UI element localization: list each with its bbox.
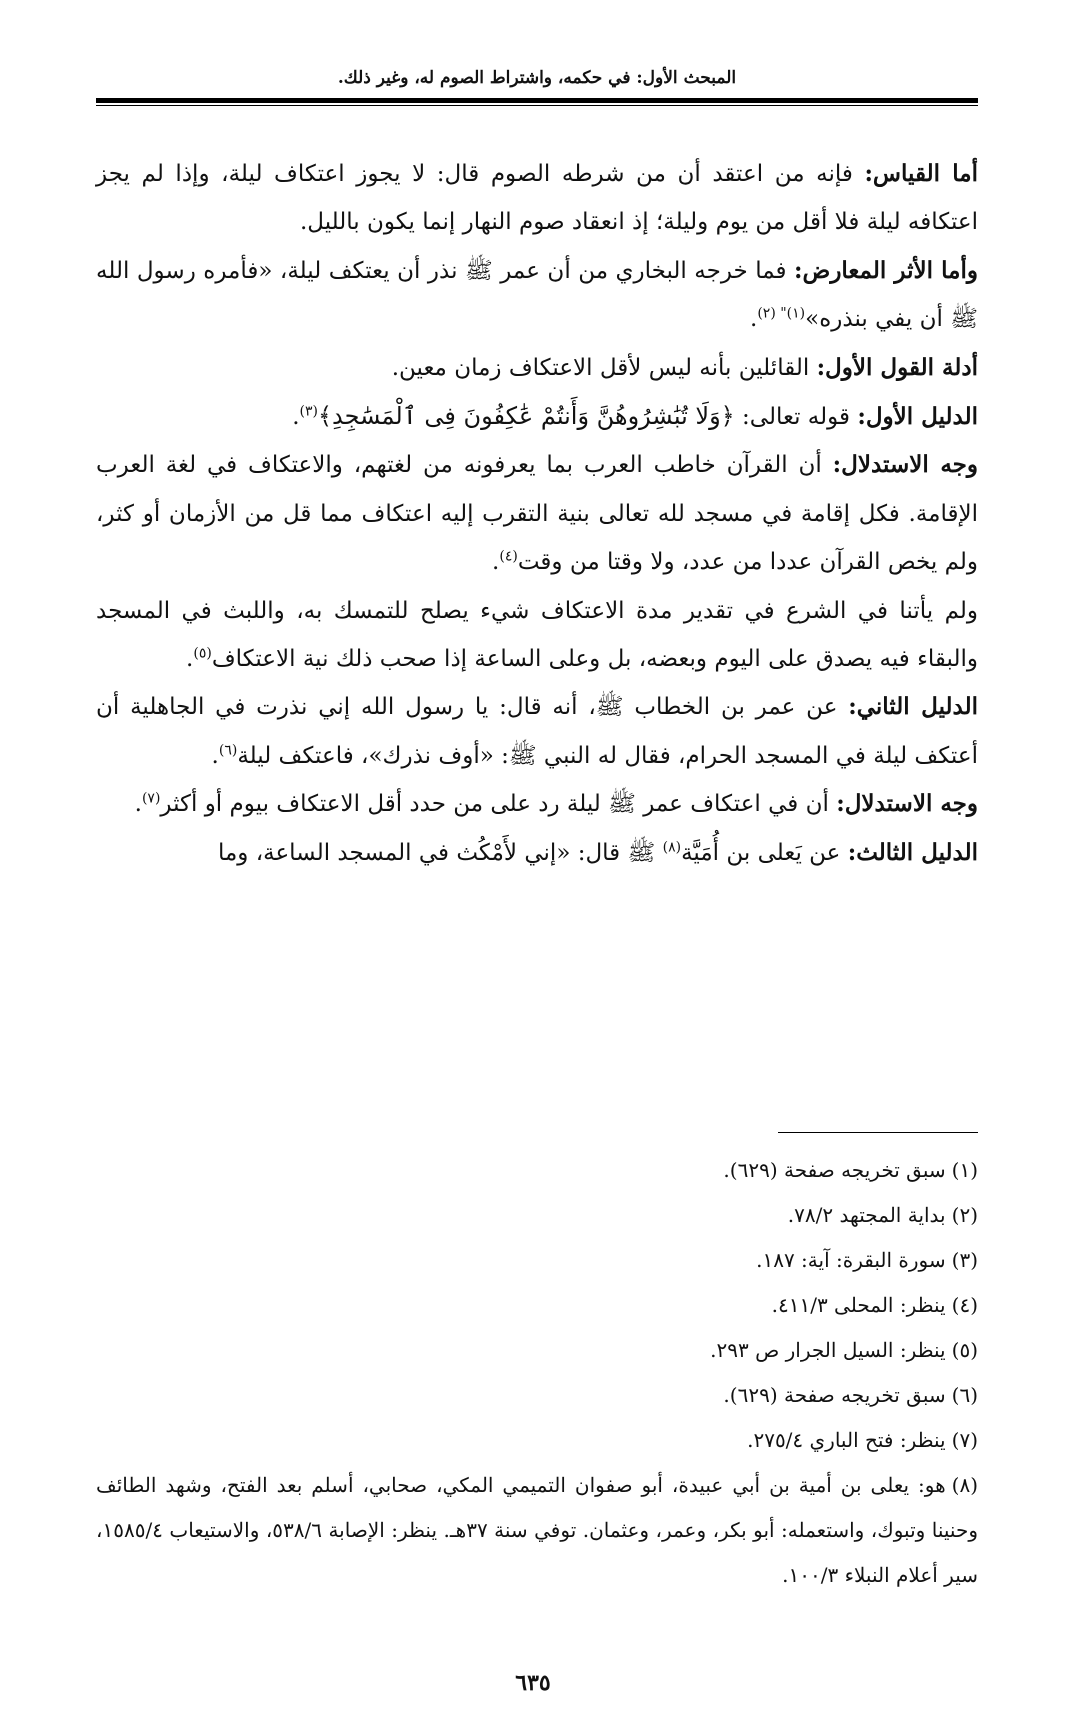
paragraph-second-evidence xyxy=(96,683,978,780)
main-text xyxy=(96,150,978,877)
footnote-ref[interactable]: (٨) xyxy=(662,839,682,856)
paragraph-qiyas xyxy=(96,150,978,247)
paragraph-end: . xyxy=(134,791,142,818)
paragraph-label: الدليل الثالث: xyxy=(847,838,978,866)
footnote-text: ينظر: السيل الجرار ص ٢٩٣. xyxy=(710,1338,946,1362)
paragraph-end: . xyxy=(211,742,219,769)
paragraph-text: فما خرجه البخاري من أن عمر ﷺ نذر أن يعتكف ليلة، «فأمره رسول الله ﷺ أن يفي بنذره» xyxy=(96,257,978,333)
paragraph-label: الدليل الثاني: xyxy=(848,693,978,721)
paragraph-end: . xyxy=(492,549,500,576)
paragraph-label: أدلة القول الأول: xyxy=(816,353,978,381)
footnote-text: ينظر: المحلى ٤١١/٣. xyxy=(771,1293,946,1317)
footnote-text: سورة البقرة: آية: ١٨٧. xyxy=(756,1248,946,1272)
footnote-text: سبق تخريجه صفحة (٦٢٩). xyxy=(723,1383,946,1407)
footnote-ref[interactable]: (٣) xyxy=(299,403,318,420)
footnote-item xyxy=(96,1373,978,1418)
paragraph-end: ﷺ قال: «إني لأَمْكُث في المسجد الساعة، وما xyxy=(217,839,663,866)
footnote-ref[interactable]: (١)" (٢) xyxy=(757,305,806,322)
footnote-text: ينظر: فتح الباري ٢٧٥/٤. xyxy=(747,1428,946,1452)
paragraph-label: وجه الاستدلال: xyxy=(832,451,978,479)
footnote-item xyxy=(96,1418,978,1463)
footnote-ref[interactable]: (٧) xyxy=(141,790,161,807)
paragraph-inference-2 xyxy=(96,780,978,828)
paragraph-inference-1 xyxy=(96,441,978,586)
footnote-number: (٥) xyxy=(951,1338,978,1362)
footnotes xyxy=(96,1148,978,1598)
paragraph-label: الدليل الأول: xyxy=(857,403,978,431)
paragraph-end: . xyxy=(292,404,300,431)
paragraph-text: عن عمر بن الخطاب ﷺ، أنه قال: يا رسول الله إني نذرت في الجاهلية أن أعتكف ليلة في المسجد الحرام، فقال له النبي ﷺ: «أوف نذرك»، فاعتكف ليلة xyxy=(96,694,978,769)
footnote-item xyxy=(96,1193,978,1238)
footnote-item xyxy=(96,1148,978,1193)
footnote-number: (٧) xyxy=(951,1428,978,1452)
footnote-number: (٤) xyxy=(951,1293,978,1317)
running-header: المبحث الأول: في حكمه، واشتراط الصوم له، وغير ذلك. xyxy=(337,68,737,88)
footnote-ref[interactable]: (٥) xyxy=(193,645,212,662)
paragraph-end: . xyxy=(186,646,194,673)
paragraph-label: وأما الأثر المعارض: xyxy=(794,256,979,284)
paragraph-first-evidence xyxy=(96,392,978,441)
paragraph-text: ولم يأتنا في الشرع في تقدير مدة الاعتكاف شيء يصلح للتمسك به، واللبث في المسجد والبقاء فيه يصدق على اليوم وبعضه، بل وعلى الساعة إذا صحب ذلك نية الاعتكاف xyxy=(96,597,978,673)
paragraph-text: أن في اعتكاف عمر ﷺ ليلة رد على من حدد أقل الاعتكاف بيوم أو أكثر xyxy=(160,791,837,818)
paragraph-text: عن يَعلى بن أُمَيَّة xyxy=(681,839,848,866)
footnote-item xyxy=(96,1238,978,1283)
paragraph-text: أن القرآن خاطب العرب بما يعرفونه من لغتهم، والاعتكاف في لغة العرب الإقامة. فكل إقامة في مسجد لله تعالى بنية التقرب إليه اعتكاف مما قل من الأزمان أو كثر، ولم يخص القرآن عددا من عدد، ولا وقتا من وقت xyxy=(96,452,978,576)
footnote-ref[interactable]: (٤) xyxy=(499,548,518,565)
paragraph-first-opinion-evidence xyxy=(96,344,978,392)
footnote-text: سبق تخريجه صفحة (٦٢٩). xyxy=(723,1158,946,1182)
footnote-number: (١) xyxy=(951,1158,978,1182)
footnote-item xyxy=(96,1283,978,1328)
footnote-number: (٢) xyxy=(951,1203,978,1227)
footnote-number: (٣) xyxy=(951,1248,978,1272)
paragraph-text: قوله تعالى: xyxy=(734,404,858,431)
footnote-item xyxy=(96,1328,978,1373)
header-rule xyxy=(96,98,978,103)
paragraph-label: أما القياس: xyxy=(864,160,978,187)
footnote-number: (٨) xyxy=(951,1473,978,1497)
paragraph-end: . xyxy=(750,306,758,333)
paragraph-text: القائلين بأنه ليس لأقل الاعتكاف زمان معين. xyxy=(391,354,817,381)
paragraph-third-evidence xyxy=(96,829,978,877)
footnote-ref[interactable]: (٦) xyxy=(218,742,238,759)
footnote-text: بداية المجتهد ٧٨/٢. xyxy=(787,1203,946,1227)
paragraph-athar xyxy=(96,247,978,344)
paragraph-label: وجه الاستدلال: xyxy=(836,790,978,818)
paragraph-text: فإنه من اعتقد أن من شرطه الصوم قال: لا يجوز اعتكاف ليلة، وإذا لم يجز اعتكافه ليلة فلا أقل من يوم وليلة؛ إذ انعقاد صوم النهار إنما يكون بالليل. xyxy=(96,161,978,236)
footnote-separator xyxy=(778,1132,978,1133)
footnote-text: هو: يعلى بن أمية بن أبي عبيدة، أبو صفوان التميمي المكي، صحابي، أسلم بعد الفتح، وشهد الطائف وحنينا وتبوك، واستعمله: أبو بكر، وعمر، وعثمان. توفي سنة ٣٧هـ. ينظر: الإصابة ٥٣٨/٦، والاستيعاب ١٥٨٥/٤، سير أعلام النبلاء ١٠٠/٣. xyxy=(96,1473,978,1587)
footnote-item xyxy=(96,1463,978,1598)
quran-verse: ﴿وَلَا تُبَٰشِرُوهُنَّ وَأَنتُمْ عَٰكِفُونَ فِى ٱلْمَسَٰجِدِ﴾ xyxy=(317,402,735,431)
paragraph-sharia-duration xyxy=(96,587,978,684)
page-number: ٦٣٥ xyxy=(515,1670,551,1696)
footnote-number: (٦) xyxy=(951,1383,978,1407)
